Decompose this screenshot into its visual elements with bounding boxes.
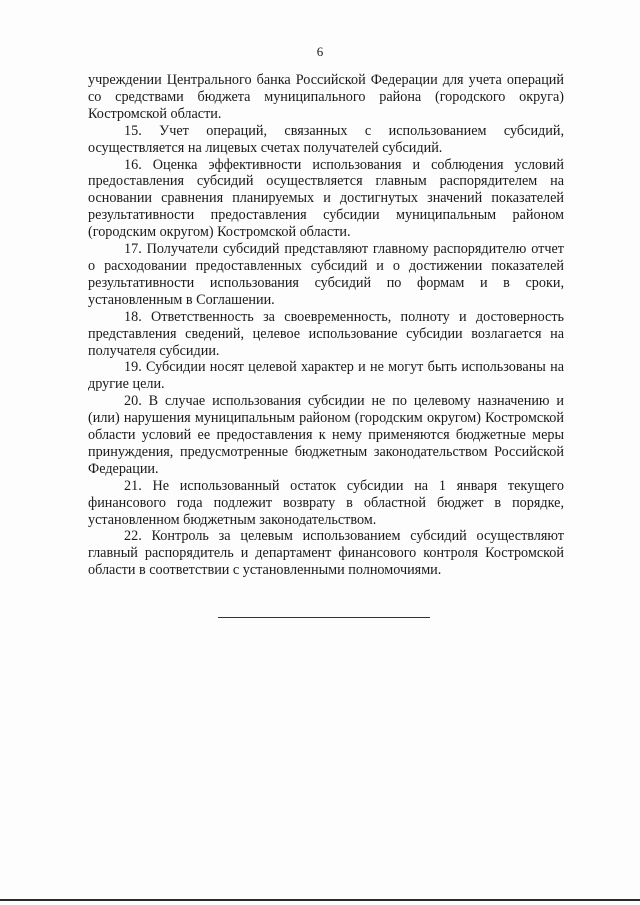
scan-bottom-edge xyxy=(0,899,640,901)
paragraph-21: 21. Не использованный остаток субсидии на 1 января текущего финансового года подлежит возврату в областной бюджет в порядке, установленном бюджетным законодательством. xyxy=(88,477,564,528)
paragraph-22: 22. Контроль за целевым использованием субсидий осуществляют главный распорядитель и департамент финансового контроля Костромской области в соответствии с установленными полномочиями. xyxy=(88,528,564,579)
paragraph-16: 16. Оценка эффективности использования и соблюдения условий предоставления субсидий осуществляется главным распорядителем на основании сравнения планируемых и достигнутых значений показателей результативности предоставления субсидии муниципальным районом (городским округом) Костромской области. xyxy=(88,156,564,241)
paragraph-17: 17. Получатели субсидий представляют главному распорядителю отчет о расходовании предоставленных субсидий и о достижении показателей результативности использования субсидий по формам и в сроки, установленным в Соглашении. xyxy=(88,241,564,308)
paragraph-15: 15. Учет операций, связанных с использованием субсидий, осуществляется на лицевых счетах получателей субсидий. xyxy=(88,122,564,156)
end-separator-line xyxy=(218,617,430,618)
paragraph-19: 19. Субсидии носят целевой характер и не могут быть использованы на другие цели. xyxy=(88,359,564,393)
paragraph-20: 20. В случае использования субсидии не по целевому назначению и (или) нарушения муниципальным районом (городским округом) Костромской области условий ее предоставления к нему применяются бюджетные меры принуждения, предусмотренные бюджетным законодательством Российской Федерации. xyxy=(88,393,564,477)
paragraph-18: 18. Ответственность за своевременность, полноту и достоверность представления сведений, целевое использование субсидии возлагается на получателя субсидии. xyxy=(88,308,564,359)
document-body xyxy=(88,72,564,579)
paragraph-continuation: учреждении Центрального банка Российской Федерации для учета операций со средствами бюджета муниципального района (городского округа) Костромской области. xyxy=(88,72,564,122)
page-number: 6 xyxy=(316,44,324,59)
